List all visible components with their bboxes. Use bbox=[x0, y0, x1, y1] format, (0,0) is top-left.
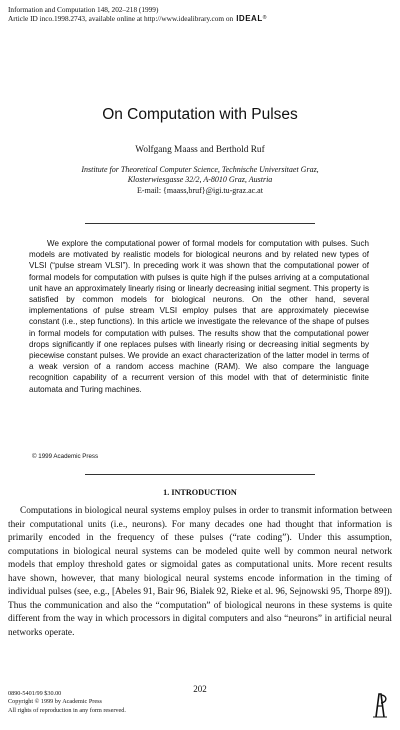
page-number: 202 bbox=[193, 684, 207, 694]
abstract-bottom-divider bbox=[85, 474, 315, 475]
journal-citation: Information and Computation 148, 202–218 (1999) bbox=[8, 5, 159, 14]
journal-header bbox=[8, 5, 393, 23]
article-id-text: Article ID inco.1998.2743, available online at http://www.idealibrary.com on bbox=[8, 14, 234, 23]
footer-rights: All rights of reproduction in any form reserved. bbox=[8, 706, 126, 714]
paper-title: On Computation with Pulses bbox=[102, 106, 298, 123]
author-affiliation bbox=[30, 165, 370, 185]
affiliation-line-1: Institute for Theoretical Computer Science, Technische Universitaet Graz, bbox=[81, 165, 319, 174]
paper-authors: Wolfgang Maass and Berthold Ruf bbox=[135, 145, 265, 155]
section-heading: 1. INTRODUCTION bbox=[163, 488, 237, 497]
introduction-paragraph: Computations in biological neural systems employ pulses in order to transmit information between their computational units (i.e., neurons). For many decades one had thought that information is primarily encoded in the frequency of these pulses (“rate coding”). Under this assumption, computations in biological neural systems can be modeled quite well by common neural network models that employ threshold gates or sigmoidal gates as computational units. More recent results have shown, however, that many biological neural systems encode information in the timing of individual pulses (see, e.g., [Abeles 91, Bair 96, Bialek 92, Rieke et al. 96, Sejnowski 95, Thorpe 89]). Thus the communication and also the “computation” of biological neurons in these systems is quite different from the way in which processors in digital computers and also “neurons” in artificial neural networks operate. bbox=[8, 506, 392, 638]
introduction-body bbox=[8, 505, 392, 640]
article-id-line bbox=[8, 14, 393, 23]
footer-issn-price: 0890-5401/99 $30.00 bbox=[8, 690, 62, 697]
ideal-logo-icon: IDEAL ® bbox=[236, 14, 267, 23]
footer-copyright: Copyright © 1999 by Academic Press bbox=[8, 698, 102, 706]
footer-copyright-block bbox=[8, 690, 126, 715]
abstract bbox=[29, 238, 369, 395]
abstract-top-divider bbox=[85, 223, 315, 224]
academic-press-logo-icon bbox=[370, 690, 390, 720]
abstract-text: We explore the computational power of formal models for computation with pulses. Such models are motivated by realistic models for biological neurons and by related new types of VLSI (“pulse stream VLSI”). In preceding work it was shown that the computational power of formal models for computation with pulses is quite high if the pulses arriving at a computational unit have an approximately linearly rising or linearly decreasing initial segment. This property is satisfied by common models for biological neurons. On the other hand, several implementations of pulse stream VLSI employ pulses that are approximately piecewise constant (i.e., step functions). In this article we investigate the relevance of the shape of pulses in formal models for computation with pulses. The results show that the computational power drops significantly if one replaces pulses with linearly rising or decreasing initial segments by piecewise constant pulses. We provide an exact characterization of the latter model in terms of a weak version of a random access machine (RAM). We also compare the language recognition capability of a recurrent version of this model with that of deterministic finite automata and Turing machines. bbox=[29, 239, 369, 394]
abstract-copyright: © 1999 Academic Press bbox=[32, 453, 99, 460]
author-email: E-mail: {maass,bruf}@igi.tu-graz.ac.at bbox=[137, 186, 263, 195]
affiliation-line-2: Klosterwiesgasse 32/2, A-8010 Graz, Austria bbox=[127, 175, 273, 185]
